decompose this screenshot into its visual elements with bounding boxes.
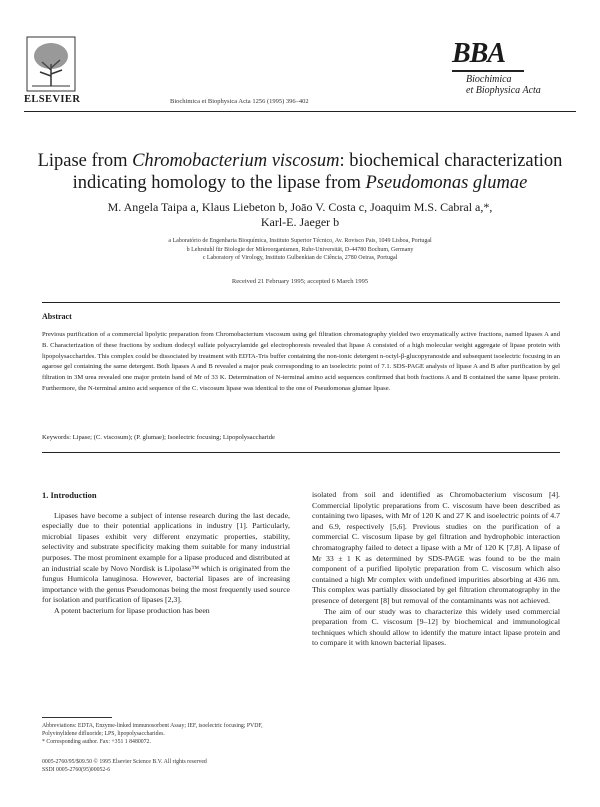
section-heading: 1. Introduction (42, 490, 97, 500)
title-organism: Chromobacterium viscosum (132, 151, 340, 171)
affiliations (50, 237, 550, 263)
copyright-line: 0005-2760/95/$09.50 © 1995 Elsevier Science B.V. All rights reserved (42, 759, 207, 765)
abstract-rule-bottom (42, 452, 560, 453)
paragraph: isolated from soil and identified as Chromobacterium viscosum [4]. Commercial lipolytic preparations from C. viscosum have been described as containing two lipases, with Mr of 120 K and 27 K and isoelectric points of 4.7 and 6.9, respectively [5,6]. Previous studies on the purification of a commercial C. viscosum lipase by gel filtration and hydrophobic interaction chromatography failed to detect a lipase with a Mr of 120 K [7,8]. A lipase of Mr 33 ± 1 K as determined by SDS-PAGE was found to be the main component of a purified lipolytic preparation from C. viscosum which also contained a high Mr complex with undefined impurities absorbing at 436 nm. This complex was partially dissociated by gel filtration chromatography in the presence of detergent [8] but removal of the contaminants was not achieved. (312, 490, 560, 605)
author-list (40, 200, 560, 230)
paragraph: Lipases have become a subject of intense research during the last decade, especially due to their potential applications in industry [1]. Particularly, microbial lipases exhibit very different enzymatic properties, stability, selectivity and substrate specificity making them suitable for many industrial purposes. The most prominent example for a lipase produced and distributed at an industrial scale by Novo Nordisk is Lipolase™ which is originated from the fungus Humicola lanuginosa. However, bacterial lipases are of increasing importance with the genus Pseudomonas being the most frequently used source for isolation and purification of lipases [2,3]. (42, 510, 290, 605)
bba-subtitle-1: Biochimica (466, 74, 512, 85)
affiliation: a Laboratório de Engenharia Bioquímica, Instituto Superior Técnico, Av. Rovisco Pais, 1049 Lisboa, Portugal (168, 238, 432, 244)
title-organism: Pseudomonas glumae (365, 173, 528, 193)
footnotes (42, 722, 290, 746)
authors-line: Karl-E. Jaeger b (260, 215, 340, 229)
paragraph: The aim of our study was to characterize this widely used commercial preparation from C. viscosum [9–12] by biochemical and immunological techniques which should allow to identify the mature intact lipase protein and to compare it with known bacterial lipases. (312, 606, 560, 648)
article-title (30, 150, 570, 194)
abstract-heading: Abstract (42, 312, 72, 321)
title-part: : biochemical characterization (339, 151, 563, 171)
bba-subtitle-2: et Biophysica Acta (466, 85, 541, 96)
paragraph: A potent bacterium for lipase production has been (54, 605, 210, 615)
footnote-abbreviations: Abbreviations: EDTA, Enzyme-linked immunosorbent Assay; IEF, isoelectric focusing; PVDF, Polyvinylidene difluoride; LPS, lipopolysaccharides. (42, 723, 263, 737)
title-part: indicating homology to the lipase from (72, 173, 366, 193)
header-rule (24, 111, 576, 112)
right-column (312, 490, 560, 649)
left-column (42, 490, 290, 617)
received-dates: Received 21 February 1995; accepted 6 March 1995 (231, 278, 369, 285)
title-part: Lipase from (37, 151, 133, 171)
issn-block (42, 758, 290, 774)
ssdi-line: SSDI 0005-2760(95)00052-6 (42, 767, 111, 773)
elsevier-logo (26, 36, 76, 92)
footnote-corresponding: * Corresponding author. Fax: +351 1 8480072. (42, 739, 151, 745)
journal-citation: Biochimica et Biophysica Acta 1256 (1995) 396–402 (170, 98, 309, 105)
affiliation: b Lehrstuhl für Biologie der Mikroorganismen, Ruhr-Universität, D-44780 Bochum, Germany (186, 246, 414, 253)
abstract-text: Previous purification of a commercial lipolytic preparation from Chromobacterium viscosum using gel filtration chromatography yielded two enzymatically active fractions, named lipases A and B. Characterization of these fractions by sodium dodecyl sulfate polyacrylamide gel electrophoresis revealed that lipase A consisted of a high molecular weight aggregate of lipase protein with lipopolysaccharides. This complex could be dissociated by treatment with EDTA-Tris buffer containing the non-ionic detergent n-octyl-β-glucopyranoside and subsequent isoelectric focusing in an agarose gel containing the same detergent. Both lipases A and B revealed a major peak corresponding to an isoelectric point of 7.1. SDS-PAGE analysis of lipase A and B after purification by gel filtration in 3M urea revealed one major protein band of Mr of 33 K. Determination of N-terminal amino acid sequences confirmed that both fractions A and B contained the same lipase protein. Furthermore, the N-terminal amino acid sequence of the C. viscosum lipase was identical to the one of Pseudomonas glumae lipase. (42, 331, 560, 392)
footnote-rule (42, 717, 112, 718)
bba-logo (452, 40, 572, 96)
abstract-rule-top (42, 302, 560, 303)
affiliation: c Laboratory of Virology, Instituto Gulbenkian de Ciência, 2780 Oeiras, Portugal (202, 255, 398, 261)
bba-logo-rule (452, 70, 524, 72)
keywords: Keywords: Lipase; (C. viscosum); (P. glumae); Isoelectric focusing; Lipopolysaccharide (42, 434, 275, 441)
bba-logo-text: BBA (452, 38, 506, 69)
publisher-name: ELSEVIER (24, 94, 81, 105)
authors-line: M. Angela Taipa a, Klaus Liebeton b, Joāo V. Costa c, Joaquim M.S. Cabral a,*, (107, 200, 493, 214)
